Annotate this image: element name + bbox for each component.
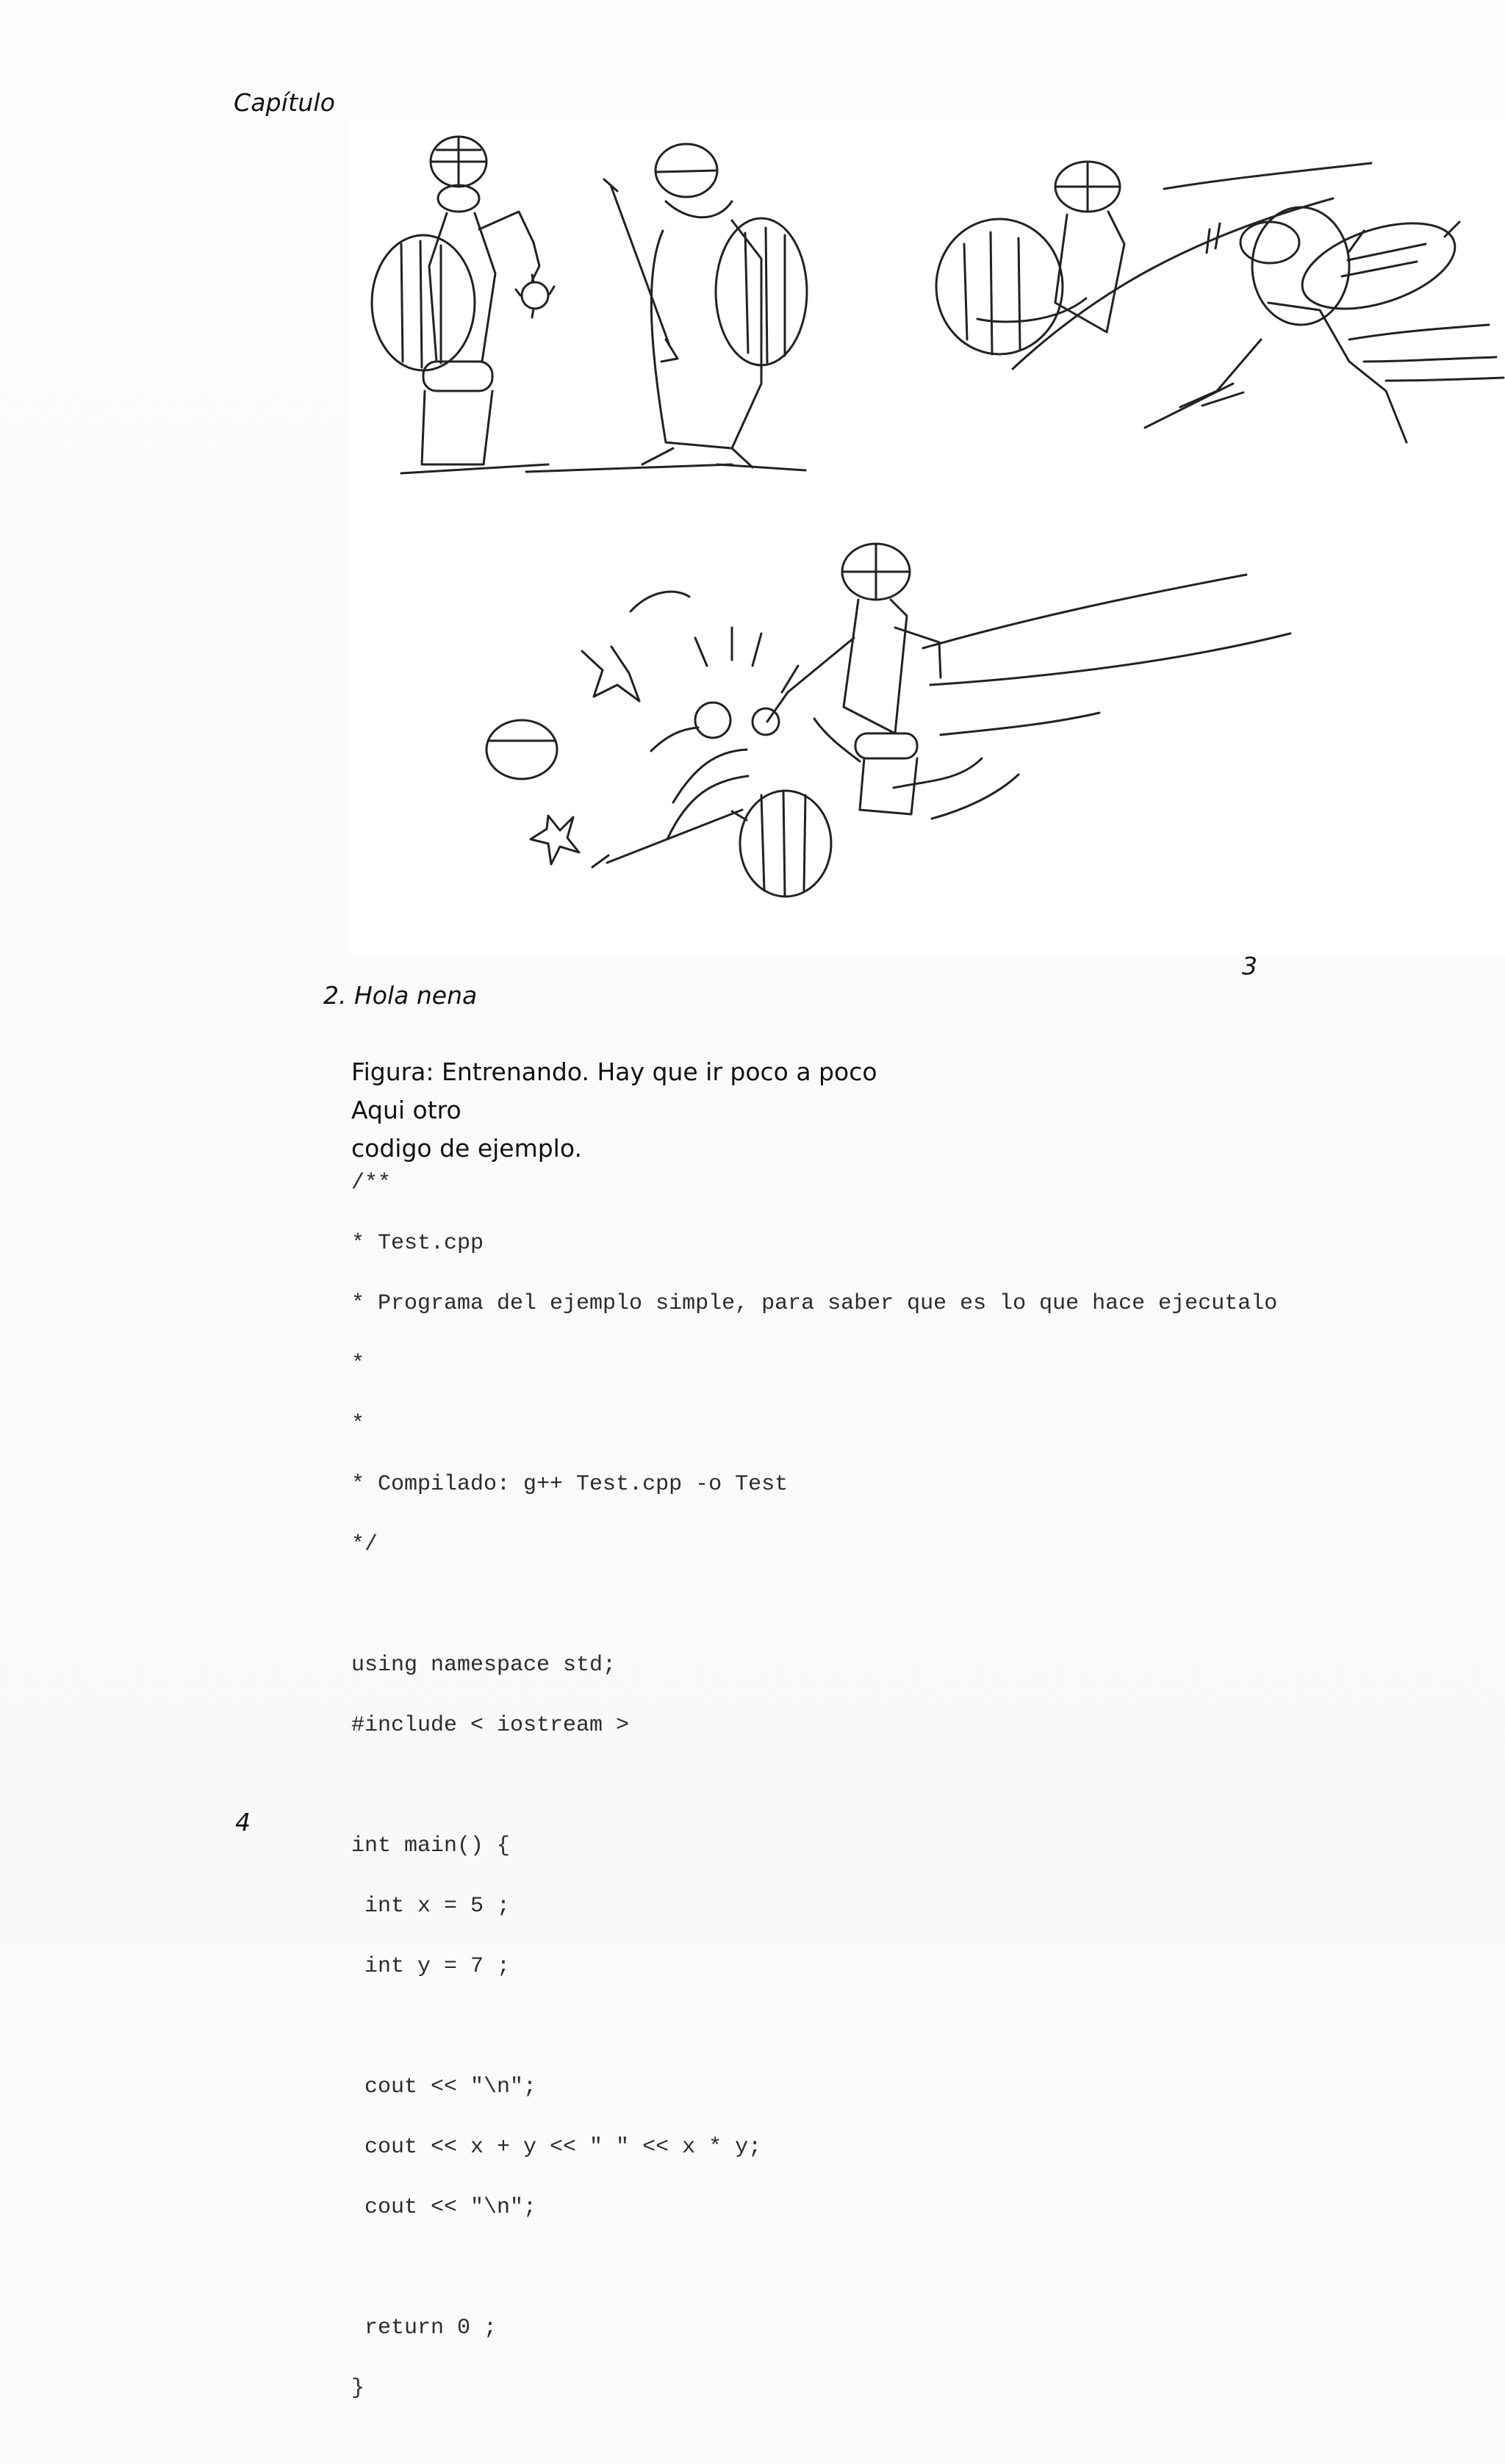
code-line: * Compilado: g++ Test.cpp -o Test (351, 1472, 789, 1497)
caption-line-2: codigo de ejemplo. (351, 1134, 582, 1163)
code-line: */ (351, 1532, 378, 1557)
page-number-top: 3 (1242, 952, 1257, 980)
code-line: cout << x + y << " " << x * y; (351, 2135, 762, 2160)
code-line: return 0 ; (351, 2316, 498, 2341)
code-line: * Test.cpp (351, 1231, 484, 1256)
code-line: int main() { (351, 1833, 511, 1858)
code-line (351, 1590, 1307, 1620)
code-line: int y = 7 ; (351, 1954, 511, 1979)
figure-caption (351, 1053, 910, 1168)
code-line: cout << "\n"; (351, 2075, 537, 2100)
chapter-header: Capítulo (234, 88, 336, 117)
code-line: int x = 5 ; (351, 1894, 511, 1919)
code-line: /** (351, 1171, 392, 1196)
code-line: cout << "\n"; (351, 2195, 537, 2220)
code-line (351, 2012, 1307, 2042)
code-line: } (351, 2376, 365, 2401)
code-line: * (351, 1351, 365, 1376)
sketch-illustration (350, 119, 1505, 957)
footer-page-number: 4 (235, 1808, 251, 1836)
code-line: * Programa del ejemplo simple, para saber que es lo que hace ejecutalo (351, 1291, 1278, 1316)
code-line: #include < iostream > (351, 1713, 630, 1738)
code-sample (351, 1168, 1307, 2464)
section-heading: 2. Hola nena (323, 981, 478, 1010)
training-illustration (350, 119, 1505, 957)
code-line: * (351, 1412, 365, 1437)
code-line (351, 2253, 1307, 2283)
code-line (351, 1771, 1307, 1801)
caption-line-1: Figura: Entrenando. Hay que ir poco a poco Aqui otro (351, 1057, 877, 1124)
code-line: using namespace std; (351, 1653, 617, 1678)
